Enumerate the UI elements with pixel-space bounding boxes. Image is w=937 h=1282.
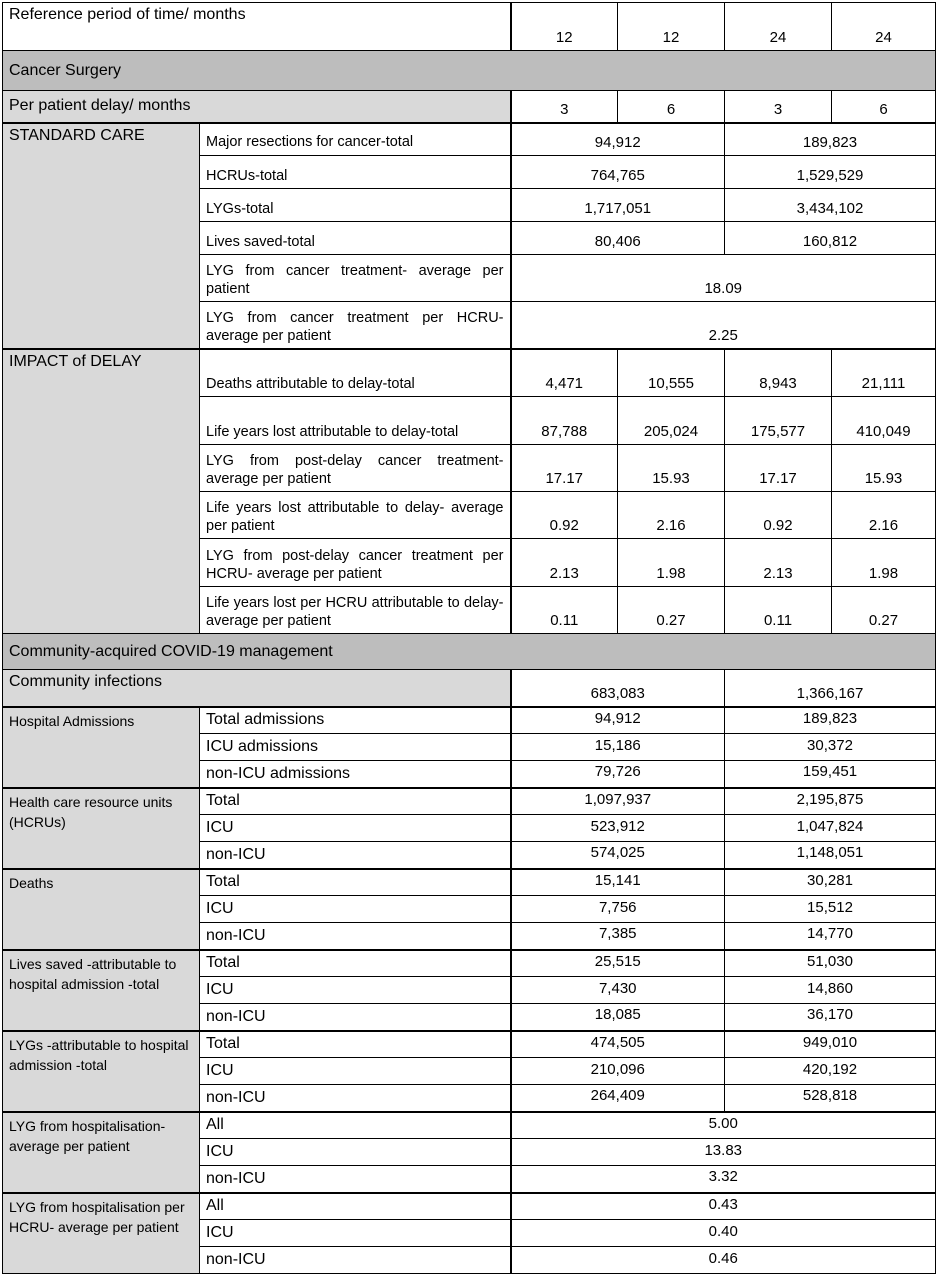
value-cell: 2.13 <box>725 539 832 587</box>
value-cell: 523,912 <box>511 815 725 842</box>
value-cell: 0.27 <box>618 587 725 634</box>
period-label: Reference period of time/ months <box>3 3 511 51</box>
results-table <box>2 2 936 1274</box>
value-cell: 30,281 <box>725 869 936 896</box>
value-cell: 1,097,937 <box>511 788 725 815</box>
value-cell: 18,085 <box>511 1004 725 1031</box>
group-label: LYG from hospitalisation- average per patient <box>3 1112 200 1193</box>
value-cell: 18.09 <box>511 255 936 302</box>
value-cell: 15,141 <box>511 869 725 896</box>
row-label: Deaths attributable to delay-total <box>200 349 511 397</box>
value-cell: 205,024 <box>618 397 725 445</box>
table-row <box>3 869 936 896</box>
group-label: LYGs -attributable to hospital admission -total <box>3 1031 200 1112</box>
table-row <box>3 950 936 977</box>
value-cell: 528,818 <box>725 1085 936 1112</box>
cancer-section-title: Cancer Surgery <box>3 51 936 91</box>
row-label: non-ICU <box>200 1085 511 1112</box>
value-cell: 7,385 <box>511 923 725 950</box>
value-cell: 15.93 <box>832 445 936 492</box>
value-cell: 25,515 <box>511 950 725 977</box>
infections-row <box>3 670 936 707</box>
value-cell: 949,010 <box>725 1031 936 1058</box>
value-cell: 94,912 <box>511 707 725 734</box>
row-label: All <box>200 1193 511 1220</box>
value-cell: 7,430 <box>511 977 725 1004</box>
row-label: Life years lost attributable to delay- average per patient <box>200 492 511 539</box>
value-cell: 10,555 <box>618 349 725 397</box>
value-cell: 80,406 <box>511 222 725 255</box>
row-label: Total <box>200 1031 511 1058</box>
delay-row <box>3 91 936 123</box>
value-cell: 0.27 <box>832 587 936 634</box>
value-cell: 0.40 <box>511 1220 936 1247</box>
table-row <box>3 123 936 156</box>
table-row <box>3 1031 936 1058</box>
value-cell: 1.98 <box>832 539 936 587</box>
infections-label: Community infections <box>3 670 511 707</box>
row-label: Total <box>200 950 511 977</box>
value-cell: 2,195,875 <box>725 788 936 815</box>
value-cell: 420,192 <box>725 1058 936 1085</box>
value-cell: 79,726 <box>511 761 725 788</box>
value-cell: 15,186 <box>511 734 725 761</box>
table-row <box>3 349 936 397</box>
value-cell: 2.25 <box>511 302 936 349</box>
group-label: LYG from hospitalisation per HCRU- average per patient <box>3 1193 200 1274</box>
row-label: Life years lost attributable to delay-total <box>200 397 511 445</box>
row-label: non-ICU <box>200 842 511 869</box>
table-row <box>3 707 936 734</box>
row-label: Life years lost per HCRU attributable to delay-average per patient <box>200 587 511 634</box>
value-cell: 21,111 <box>832 349 936 397</box>
period-row <box>3 3 936 51</box>
row-label: All <box>200 1112 511 1139</box>
row-label: Total <box>200 869 511 896</box>
value-cell: 2.13 <box>511 539 618 587</box>
period-cell: 12 <box>618 3 725 51</box>
value-cell: 1,148,051 <box>725 842 936 869</box>
section-row <box>3 634 936 670</box>
covid-section-title: Community-acquired COVID-19 management <box>3 634 936 670</box>
value-cell: 5.00 <box>511 1112 936 1139</box>
row-label: ICU <box>200 1220 511 1247</box>
row-label: HCRUs-total <box>200 156 511 189</box>
row-label: Major resections for cancer-total <box>200 123 511 156</box>
value-cell: 15,512 <box>725 896 936 923</box>
period-cell: 24 <box>832 3 936 51</box>
row-label: non-ICU admissions <box>200 761 511 788</box>
value-cell: 1,366,167 <box>725 670 936 707</box>
value-cell: 0.92 <box>511 492 618 539</box>
value-cell: 2.16 <box>832 492 936 539</box>
value-cell: 1.98 <box>618 539 725 587</box>
row-label: LYG from post-delay cancer treatment per HCRU- average per patient <box>200 539 511 587</box>
row-label: LYG from post-delay cancer treatment- average per patient <box>200 445 511 492</box>
row-label: ICU <box>200 977 511 1004</box>
value-cell: 175,577 <box>725 397 832 445</box>
value-cell: 189,823 <box>725 707 936 734</box>
row-label: ICU <box>200 1139 511 1166</box>
value-cell: 683,083 <box>511 670 725 707</box>
value-cell: 0.46 <box>511 1247 936 1274</box>
value-cell: 1,717,051 <box>511 189 725 222</box>
value-cell: 1,047,824 <box>725 815 936 842</box>
delay-cell: 3 <box>725 91 832 123</box>
table-row <box>3 788 936 815</box>
row-label: Lives saved-total <box>200 222 511 255</box>
value-cell: 3,434,102 <box>725 189 936 222</box>
row-label: non-ICU <box>200 1247 511 1274</box>
row-label: LYGs-total <box>200 189 511 222</box>
row-label: LYG from cancer treatment- average per patient <box>200 255 511 302</box>
value-cell: 0.11 <box>511 587 618 634</box>
group-label: Deaths <box>3 869 200 950</box>
table-row <box>3 1193 936 1220</box>
value-cell: 210,096 <box>511 1058 725 1085</box>
value-cell: 0.11 <box>725 587 832 634</box>
value-cell: 264,409 <box>511 1085 725 1112</box>
value-cell: 159,451 <box>725 761 936 788</box>
value-cell: 13.83 <box>511 1139 936 1166</box>
value-cell: 410,049 <box>832 397 936 445</box>
value-cell: 574,025 <box>511 842 725 869</box>
value-cell: 0.43 <box>511 1193 936 1220</box>
value-cell: 1,529,529 <box>725 156 936 189</box>
impact-label: IMPACT of DELAY <box>3 349 200 634</box>
row-label: ICU <box>200 815 511 842</box>
group-label: Hospital Admissions <box>3 707 200 788</box>
row-label: Total admissions <box>200 707 511 734</box>
row-label: non-ICU <box>200 923 511 950</box>
value-cell: 87,788 <box>511 397 618 445</box>
delay-cell: 6 <box>832 91 936 123</box>
value-cell: 17.17 <box>511 445 618 492</box>
group-label: Lives saved -attributable to hospital admission -total <box>3 950 200 1031</box>
value-cell: 14,770 <box>725 923 936 950</box>
value-cell: 14,860 <box>725 977 936 1004</box>
value-cell: 17.17 <box>725 445 832 492</box>
standard-care-label: STANDARD CARE <box>3 123 200 349</box>
row-label: LYG from cancer treatment per HCRU- average per patient <box>200 302 511 349</box>
value-cell: 30,372 <box>725 734 936 761</box>
row-label: non-ICU <box>200 1166 511 1193</box>
value-cell: 7,756 <box>511 896 725 923</box>
row-label: Total <box>200 788 511 815</box>
section-row <box>3 51 936 91</box>
delay-label: Per patient delay/ months <box>3 91 511 123</box>
value-cell: 8,943 <box>725 349 832 397</box>
table-row <box>3 1112 936 1139</box>
value-cell: 51,030 <box>725 950 936 977</box>
results-table-page <box>0 2 937 1282</box>
value-cell: 4,471 <box>511 349 618 397</box>
row-label: ICU <box>200 896 511 923</box>
value-cell: 764,765 <box>511 156 725 189</box>
period-cell: 12 <box>511 3 618 51</box>
row-label: non-ICU <box>200 1004 511 1031</box>
value-cell: 474,505 <box>511 1031 725 1058</box>
value-cell: 15.93 <box>618 445 725 492</box>
value-cell: 0.92 <box>725 492 832 539</box>
period-cell: 24 <box>725 3 832 51</box>
value-cell: 189,823 <box>725 123 936 156</box>
value-cell: 3.32 <box>511 1166 936 1193</box>
row-label: ICU admissions <box>200 734 511 761</box>
row-label: ICU <box>200 1058 511 1085</box>
value-cell: 94,912 <box>511 123 725 156</box>
value-cell: 2.16 <box>618 492 725 539</box>
group-label: Health care resource units (HCRUs) <box>3 788 200 869</box>
delay-cell: 6 <box>618 91 725 123</box>
delay-cell: 3 <box>511 91 618 123</box>
value-cell: 36,170 <box>725 1004 936 1031</box>
value-cell: 160,812 <box>725 222 936 255</box>
